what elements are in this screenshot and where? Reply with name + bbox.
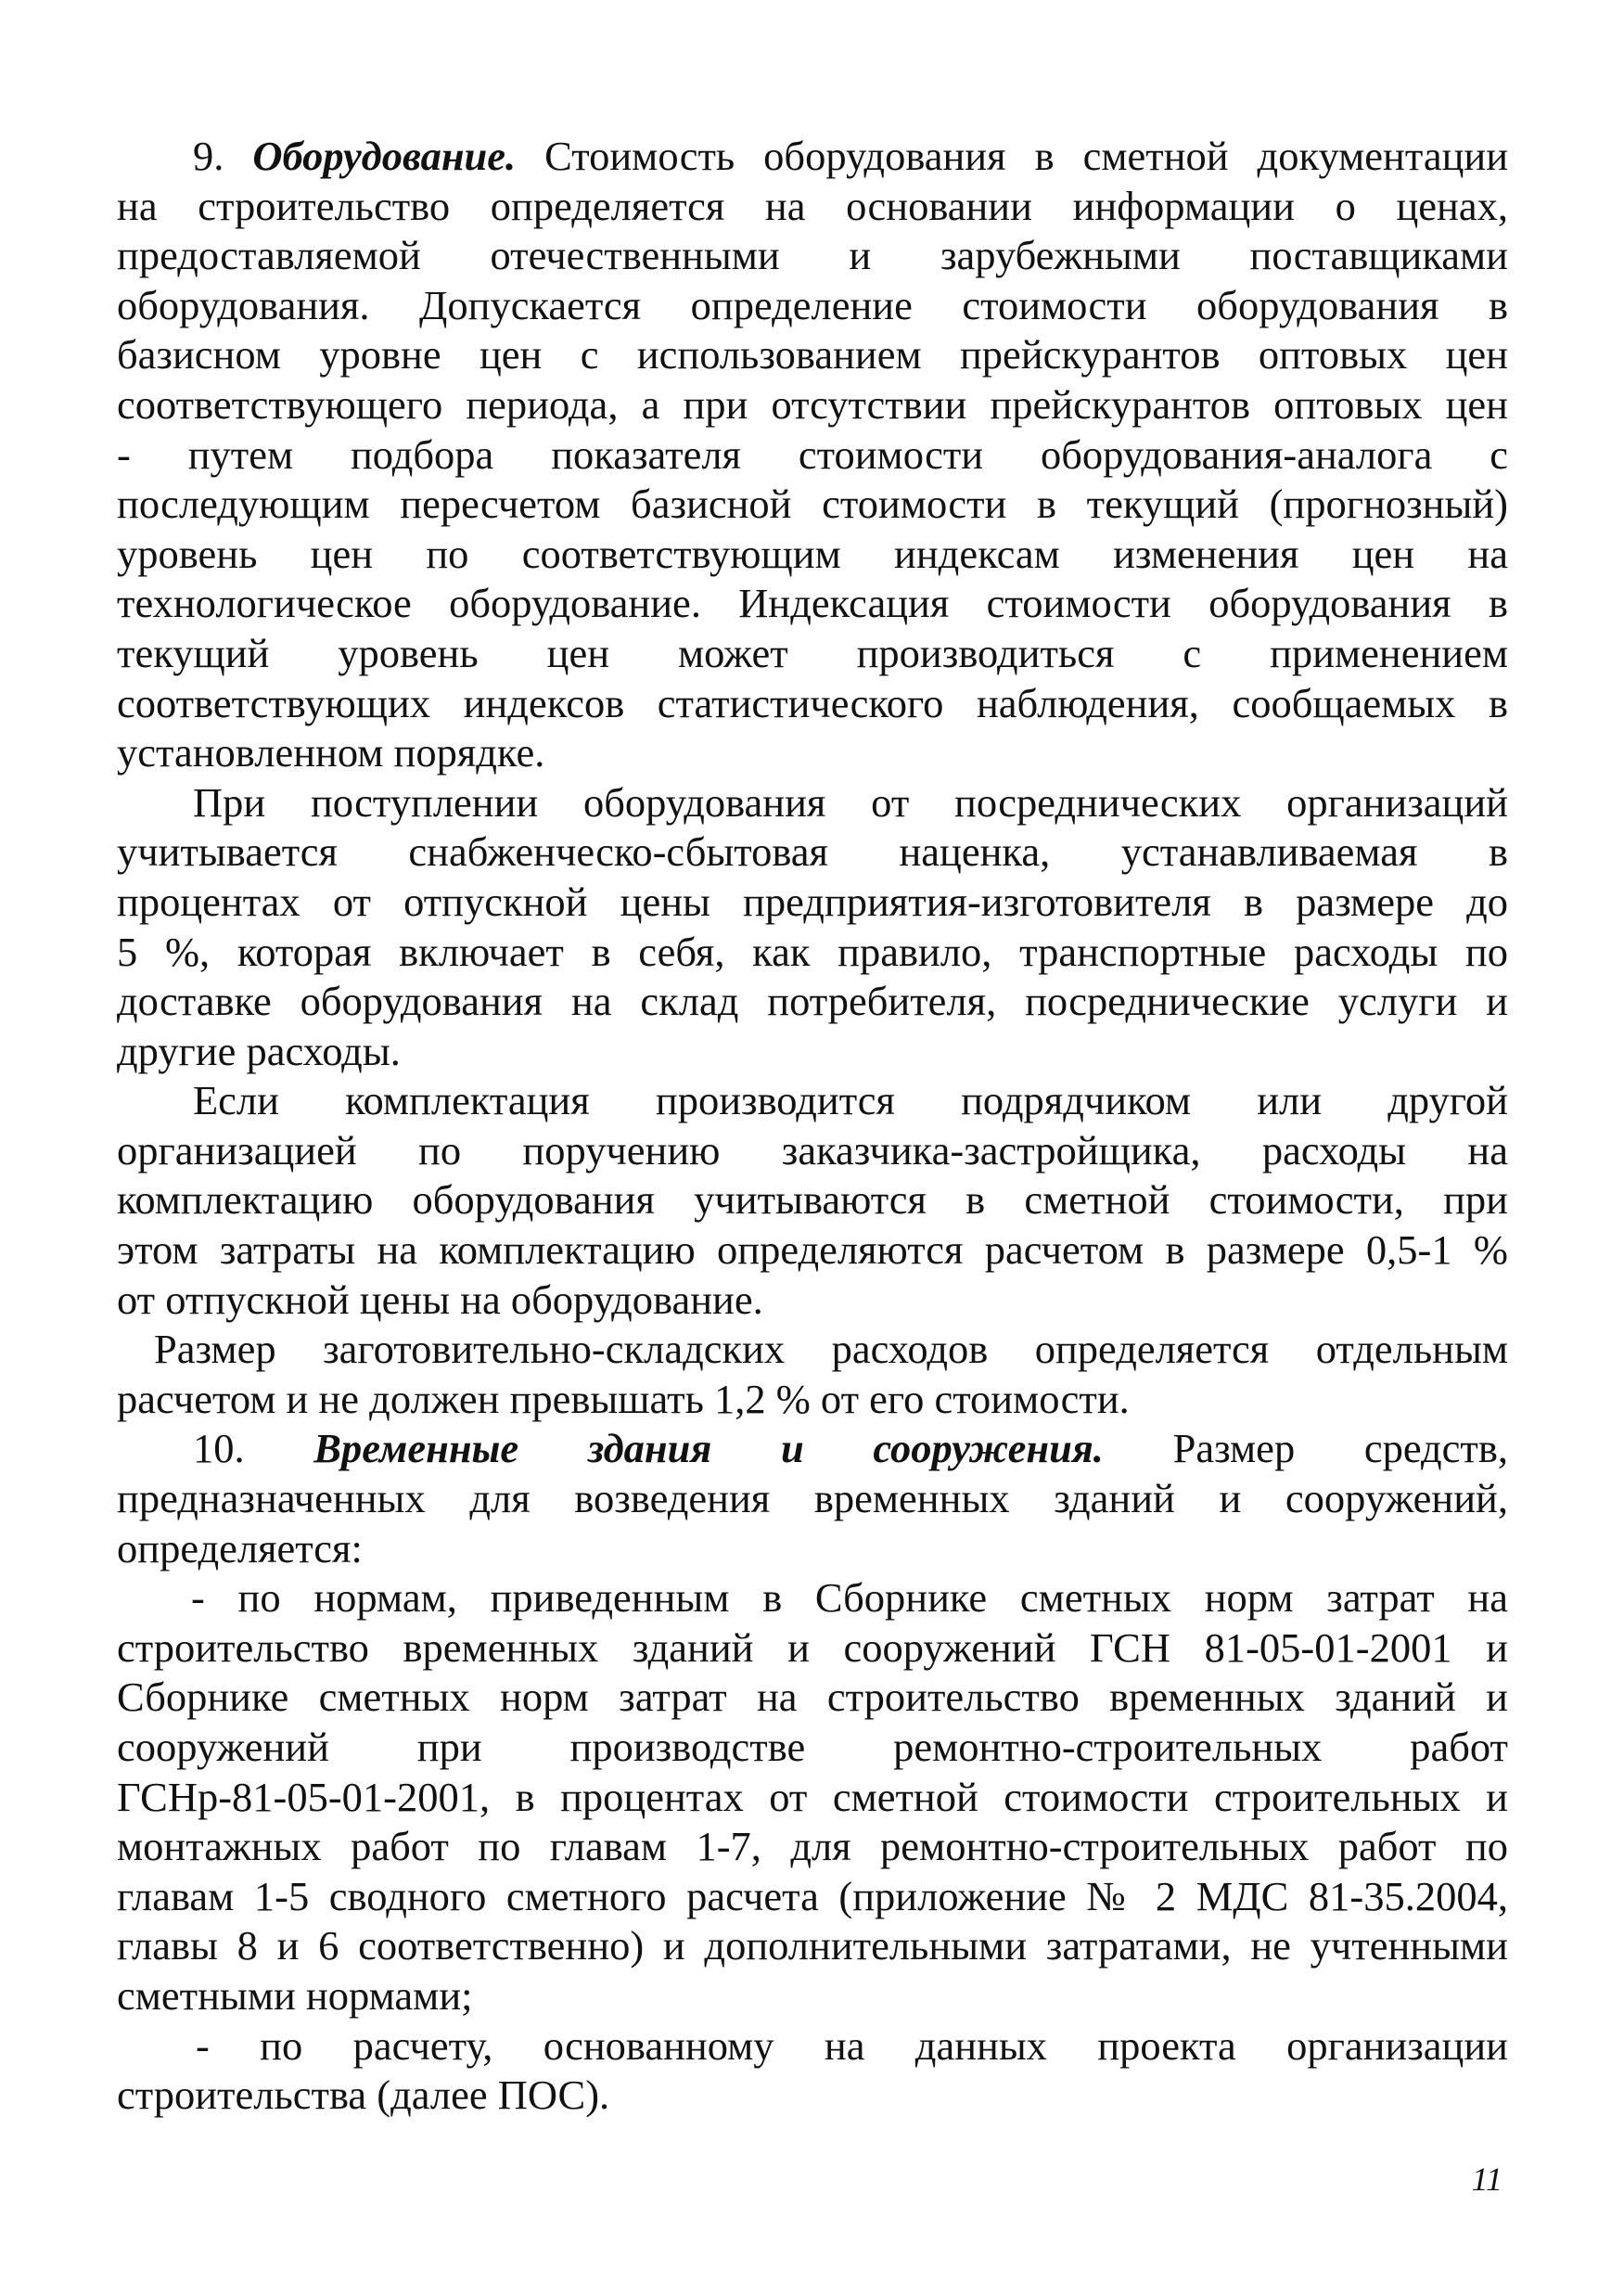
list-item (117, 2021, 1508, 2121)
text-line: другие расходы. (117, 1027, 401, 1074)
text-line: монтажных работ по главам 1-7, для ремонтно-строительных работ по (117, 1823, 1508, 1870)
text-line: определяется: (117, 1524, 363, 1571)
page-number: 11 (1471, 2161, 1502, 2198)
text-line: - путем подбора показателя стоимости оборудования-аналога с (117, 430, 1508, 478)
text-line: доставке оборудования на склад потребителя, посреднические услуги и (117, 978, 1508, 1025)
text-line: строительства (далее ПОС). (117, 2072, 610, 2119)
text-line: сметными нормами; (117, 1971, 473, 2019)
section-10-heading-word: и (780, 1425, 804, 1472)
text-line: этом затраты на комплектацию определяются расчетом в размере 0,5-1 % (117, 1226, 1508, 1274)
section-9-first-line-rest: Стоимость оборудования в сметной документации (544, 133, 1509, 179)
paragraph (117, 1076, 1508, 1325)
paragraph (117, 778, 1508, 1077)
text-line: комплектацию оборудования учитываются в сметной стоимости, при (117, 1176, 1508, 1224)
section-10-heading-word: Временные (313, 1425, 519, 1472)
text-line: уровень цен по соответствующим индексам изменения цен на (117, 530, 1508, 577)
section-10-number: 10. (193, 1425, 245, 1472)
list-item (117, 1573, 1508, 2020)
text-line: последующим пересчетом базисной стоимости в текущий (прогнозный) (117, 481, 1508, 528)
text-line: главам 1-5 сводного сметного расчета (приложение № 2 МДС 81-35.2004, (117, 1872, 1508, 1919)
text-line: строительство временных зданий и сооружений ГСН 81-05-01-2001 и (117, 1623, 1508, 1671)
text-line: оборудования. Допускается определение стоимости оборудования в (117, 281, 1508, 328)
text-line: технологическое оборудование. Индексация стоимости оборудования в (117, 580, 1508, 627)
text-line: установленном порядке. (117, 729, 545, 776)
text-line: предоставляемой отечественными и зарубежными поставщиками (117, 232, 1508, 279)
section-9-heading: Оборудование. (252, 133, 517, 179)
text-line: Размер заготовительно-складских расходов определяется отдельным (154, 1326, 1508, 1373)
text-line: базисном уровне цен с использованием прейскурантов оптовых цен (117, 331, 1508, 378)
text-line: 5 %, которая включает в себя, как правило, транспортные расходы по (117, 928, 1508, 975)
text-line: - по расчету, основанному на данных проекта организации (196, 2021, 1508, 2069)
text-line: расчетом и не должен превышать 1,2 % от его стоимости. (117, 1375, 1130, 1422)
text-line: Сборнике сметных норм затрат на строительство временных зданий и (117, 1674, 1508, 1721)
section-10-heading-word: сооружения. (873, 1425, 1104, 1472)
paragraph (117, 182, 1508, 778)
text-line: текущий уровень цен может производиться с применением (117, 629, 1508, 676)
text-line: от отпускной цены на оборудование. (117, 1276, 763, 1323)
text-line: процентах от отпускной цены предприятия-изготовителя в размере до (117, 878, 1508, 925)
section-9-number: 9. (193, 133, 224, 179)
text-line: на строительство определяется на основании информации о ценах, (117, 182, 1508, 229)
paragraph (117, 1325, 1508, 1424)
section-10-rest-word: средств, (1363, 1425, 1509, 1472)
text-line: организацией по поручению заказчика-застройщика, расходы на (117, 1126, 1508, 1174)
text-line: При поступлении оборудования от посреднических организаций (193, 778, 1508, 826)
text-line: Если комплектация производится подрядчиком или другой (193, 1077, 1508, 1124)
text-line: главы 8 и 6 соответственно) и дополнительными затратами, не учтенными (117, 1922, 1508, 1969)
section-9-first-line (117, 132, 1508, 182)
section-10-rest-word: Размер (1172, 1425, 1296, 1472)
section-10-heading-word: здания (587, 1425, 712, 1472)
text-line: учитывается снабженческо-сбытовая наценка, устанавливаемая в (117, 828, 1508, 876)
text-line: - по нормам, приведенным в Сборнике сметных норм затрат на (191, 1574, 1508, 1622)
paragraph (117, 1474, 1508, 1573)
text-line: предназначенных для возведения временных зданий и сооружений, (117, 1475, 1508, 1522)
body-text (117, 132, 1508, 2121)
section-10-first-line (117, 1424, 1508, 1474)
text-line: соответствующих индексов статистического наблюдения, сообщаемых в (117, 679, 1508, 726)
text-line: соответствующего периода, а при отсутствии прейскурантов оптовых цен (117, 380, 1508, 428)
text-line: сооружений при производстве ремонтно-строительных работ (117, 1724, 1508, 1770)
text-line: ГСНр-81-05-01-2001, в процентах от сметной стоимости строительных и (117, 1773, 1508, 1820)
